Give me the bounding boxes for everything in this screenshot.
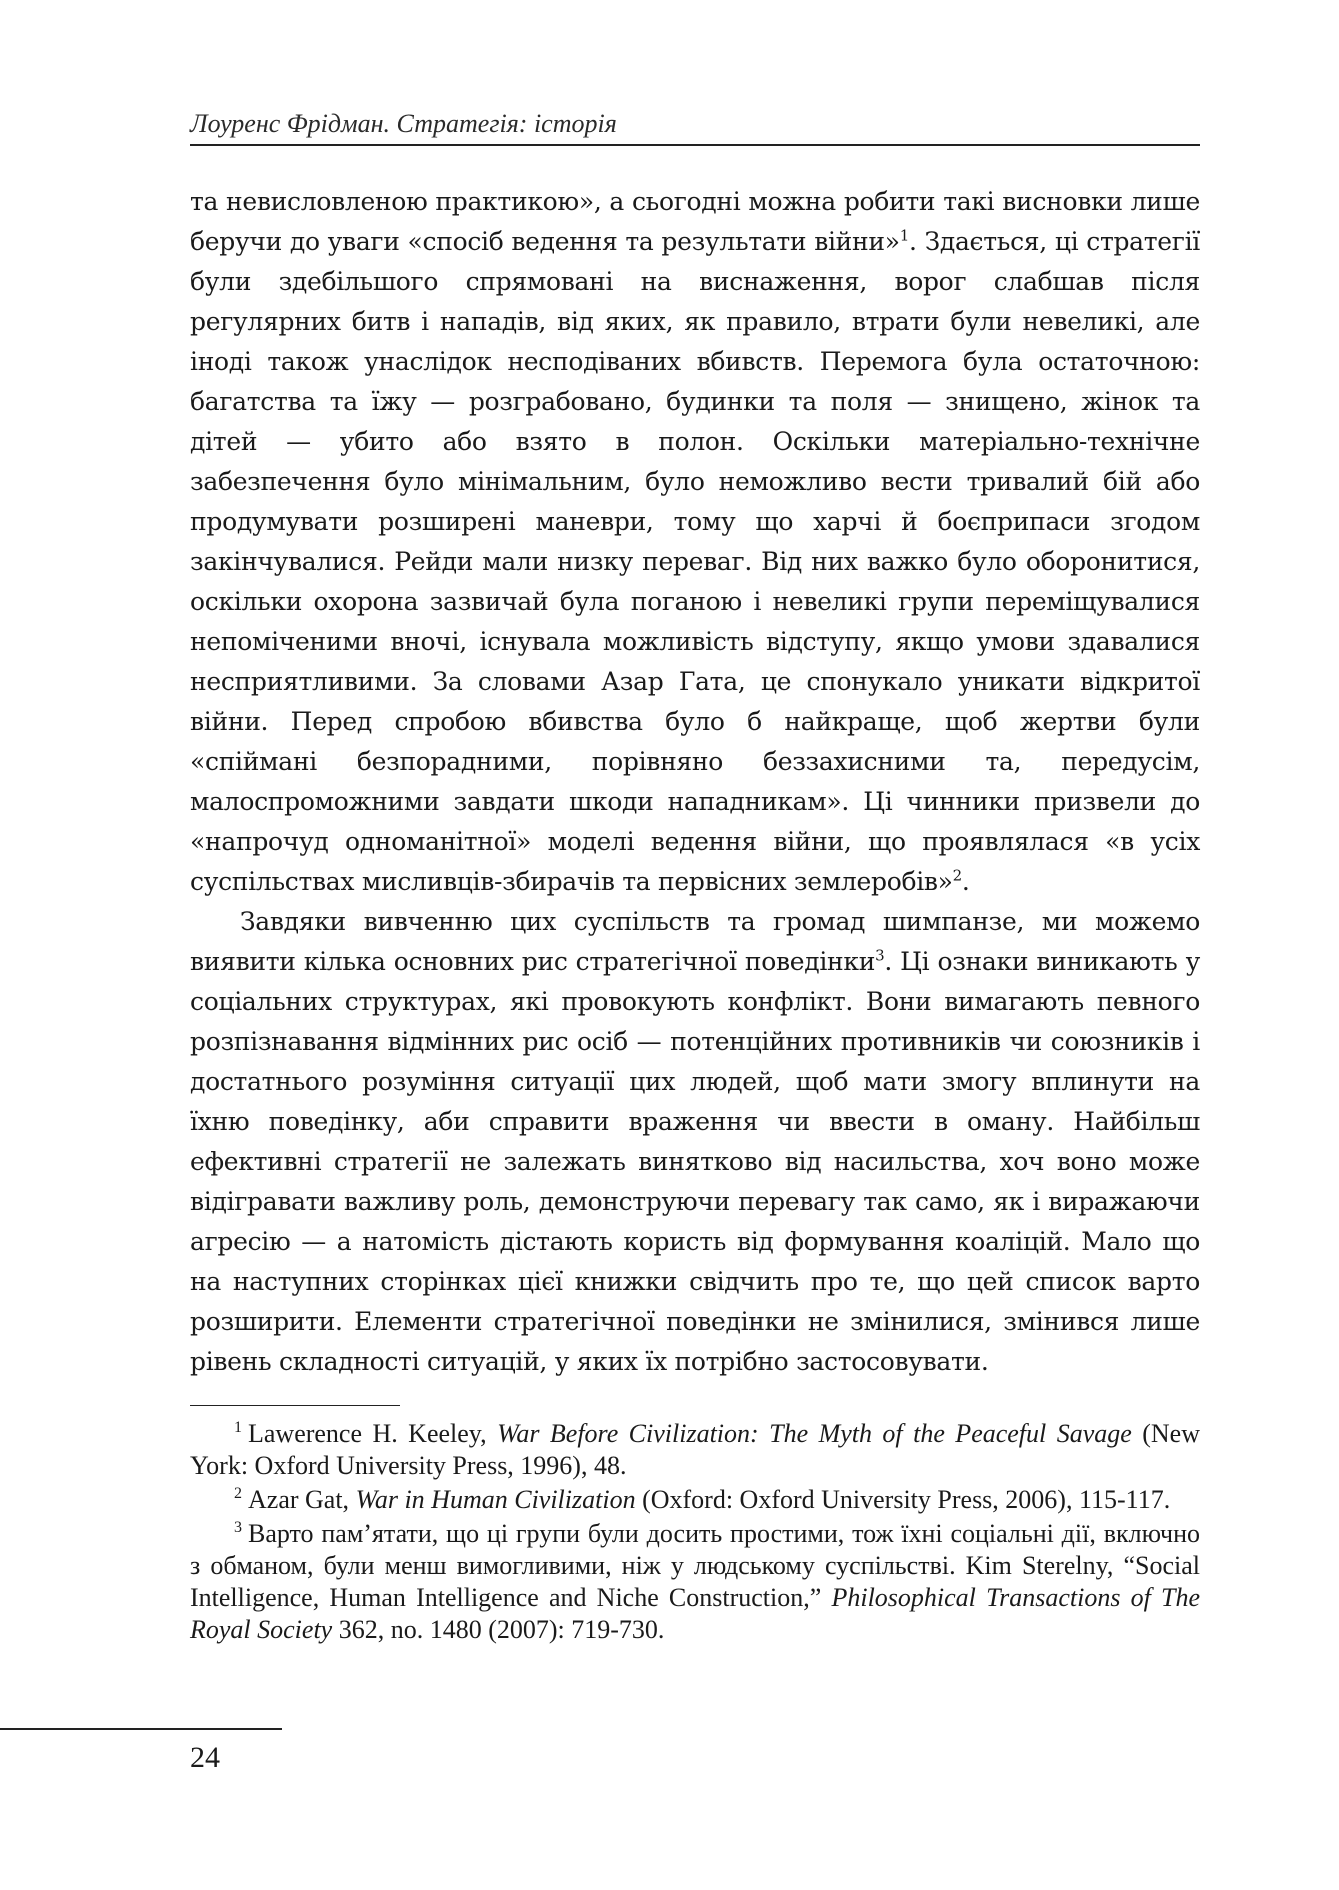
paragraph-2-text-b: . Ці ознаки виникають у соціальних структурах, які провокують конфлікт. Вони вимагають певного розпізнавання відмінних рис осіб — потенційних противників чи союзників і достатнього розуміння ситуації цих людей, щоб мати змогу вплинути на їхню поведінку, аби справити враження чи ввести в оману. Найбільш ефективні стратегії не залежать винятково від насильства, хоч воно може відігравати важливу роль, демонструючи перевагу так само, як і виражаючи агресію — а натомість дістають користь від формування коаліцій. Мало що на наступних сторінках цієї книжки свідчить про те, що цей список варто розширити. Елементи стратегічної поведінки не змінилися, змінився лише рівень складності ситуацій, у яких їх потрібно застосовувати. xyxy=(190,947,1200,1376)
footnote-1-number: 1 xyxy=(234,1419,242,1437)
footnote-3-pre: Варто пам’ятати, що ці групи були досить простими, тож їхні соціальні дії, включно з обманом, були менш вимогливими, ніж у людському суспільстві. Kim Sterelny, “Social Intelligence, Human Intelligence and Niche Construction,” xyxy=(190,1519,1200,1612)
footnote-3-post: 362, no. 1480 (2007): 719-730. xyxy=(332,1615,665,1644)
footnote-2 xyxy=(190,1484,1200,1516)
paragraph-1 xyxy=(190,182,1200,902)
footnote-ref-2: 2 xyxy=(952,866,962,885)
footnote-1-pre: Lawerence H. Keeley, xyxy=(248,1419,498,1448)
page-number: 24 xyxy=(190,1741,220,1774)
footnote-3 xyxy=(190,1518,1200,1646)
footnote-ref-3: 3 xyxy=(875,946,885,965)
footnote-2-title: War in Human Civilization xyxy=(355,1485,636,1514)
footnote-2-number: 2 xyxy=(234,1485,242,1503)
footnote-3-number: 3 xyxy=(234,1519,242,1537)
paragraph-2-text-a: Завдяки вивченню цих суспільств та громад шимпанзе, ми можемо виявити кілька основних рис стратегічної поведінки xyxy=(190,907,1200,976)
paragraph-1-text-a: та невисловленою практикою», а сьогодні можна робити такі висновки лише беручи до уваги «спосіб ведення та результати війни» xyxy=(190,187,1200,256)
footnotes xyxy=(190,1418,1200,1648)
running-head: Лоуренс Фрідман. Стратегія: історія xyxy=(190,109,617,138)
footnote-1-title: War Before Civilization: The Myth of the Peaceful Savage xyxy=(497,1419,1132,1448)
paragraph-2 xyxy=(190,902,1200,1382)
footnote-ref-1: 1 xyxy=(899,226,910,245)
footnote-3-title: Philosophical Transactions of The Royal Society xyxy=(190,1583,1200,1644)
body-text xyxy=(190,182,1200,1382)
footnote-1 xyxy=(190,1418,1200,1482)
footnote-2-post: (Oxford: Oxford University Press, 2006), 115-117. xyxy=(635,1485,1171,1514)
page-number-rule xyxy=(0,1728,282,1730)
paragraph-1-text-b: . Здається, ці стратегії були здебільшого спрямовані на виснаження, ворог слабшав після регулярних битв і нападів, від яких, як правило, втрати були невеликі, але іноді також унаслідок несподіваних вбивств. Перемога була остаточною: багатства та їжу — розграбовано, будинки та поля — знищено, жінок та дітей — убито або взято в полон. Оскільки матеріально-технічне забезпечення було мінімальним, було неможливо вести тривалий бій або продумувати розширені маневри, тому що харчі й боєприпаси згодом закінчувалися. Рейди мали низку переваг. Від них важко було оборонитися, оскільки охорона зазвичай була поганою і невеликі групи переміщувалися непоміченими вночі, існувала можливість відступу, якщо умови здавалися несприятливими. За словами Азар Гата, це спонукало уникати відкритої війни. Перед спробою вбивства було б найкраще, щоб жертви були «спіймані безпорадними, порівняно беззахисними та, передусім, малоспроможними завдати шкоди нападникам». Ці чинники призвели до «напрочуд одноманітної» моделі ведення війни, що проявлялася «в усіх суспільствах мисливців-збирачів та первісних землеробів» xyxy=(190,227,1200,896)
footnote-rule xyxy=(190,1405,400,1406)
footnote-1-post: (New York: Oxford University Press, 1996), 48. xyxy=(190,1419,1200,1480)
paragraph-1-text-c: . xyxy=(961,867,970,896)
footnote-2-pre: Azar Gat, xyxy=(248,1485,356,1514)
header-rule xyxy=(190,144,1200,146)
